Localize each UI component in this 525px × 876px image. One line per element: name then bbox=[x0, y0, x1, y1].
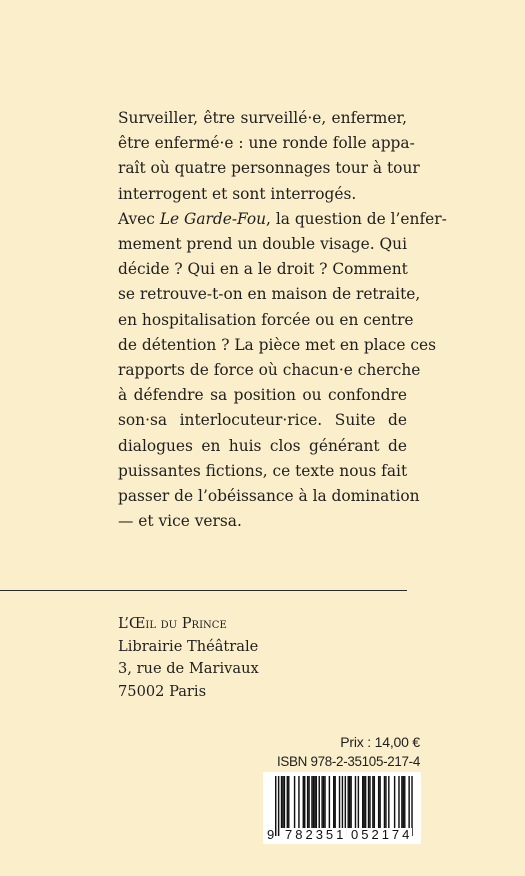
barcode-first-digit: 9 bbox=[267, 827, 275, 842]
publisher-address bbox=[118, 613, 259, 703]
barcode-bar bbox=[316, 776, 317, 828]
barcode-bar bbox=[349, 776, 350, 828]
barcode-bar bbox=[401, 776, 402, 828]
barcode-bar bbox=[374, 776, 375, 828]
blurb-line: passer de l’obéissance à la domination bbox=[118, 487, 420, 506]
barcode-bar bbox=[311, 776, 312, 828]
barcode-bar bbox=[323, 776, 324, 828]
barcode-bar bbox=[334, 776, 335, 828]
barcode-bar bbox=[303, 776, 304, 828]
blurb-line: dialogues en huis clos générant de bbox=[118, 436, 407, 455]
barcode-left-digits: 782351 bbox=[285, 827, 347, 842]
isbn-label: ISBN 978-2-35105-217-4 bbox=[276, 754, 420, 769]
barcode-bar bbox=[403, 776, 404, 828]
barcode-bar bbox=[324, 776, 325, 828]
barcode-bar bbox=[281, 776, 282, 828]
barcode-bar bbox=[287, 776, 288, 828]
back-cover-blurb bbox=[118, 106, 447, 534]
barcode-bar bbox=[294, 776, 295, 828]
barcode-bar bbox=[275, 776, 276, 836]
barcode-bar bbox=[319, 776, 320, 828]
barcode-bar bbox=[372, 776, 373, 828]
blurb-line: à défendre sa position ou confondre bbox=[118, 386, 407, 405]
blurb-line: — et vice versa. bbox=[118, 512, 242, 531]
blurb-line: être enfermé·e : une ronde folle appa- bbox=[118, 134, 415, 153]
play-title: Le Garde-Fou bbox=[159, 209, 267, 228]
blurb-text: Avec bbox=[118, 209, 160, 228]
barcode-bar bbox=[314, 776, 315, 828]
publisher-line: 75002 Paris bbox=[118, 682, 207, 700]
barcode-bar bbox=[384, 776, 385, 828]
blurb-line: rapports de force où chacun·e cherche bbox=[118, 361, 421, 380]
barcode-bar bbox=[284, 776, 285, 828]
divider-rule bbox=[0, 590, 407, 591]
barcode-right-digits: 052174 bbox=[351, 827, 413, 842]
barcode-bar bbox=[363, 776, 364, 828]
barcode-bar bbox=[288, 776, 289, 828]
blurb-line: se retrouve-t-on en maison de retraite, bbox=[118, 285, 421, 304]
barcode-bar bbox=[278, 776, 279, 836]
blurb-line: décide ? Qui en a le droit ? Comment bbox=[118, 260, 408, 279]
barcode-bar bbox=[350, 776, 351, 828]
barcode bbox=[263, 772, 421, 844]
barcode-bar bbox=[348, 776, 349, 828]
blurb-line-title bbox=[118, 207, 447, 232]
blurb-line: puissantes fictions, ce texte nous fait bbox=[118, 461, 408, 480]
barcode-bar bbox=[378, 776, 379, 828]
barcode-bar bbox=[355, 776, 356, 828]
barcode-bar bbox=[365, 776, 366, 828]
blurb-line: de détention ? La pièce met en place ces bbox=[118, 335, 437, 354]
barcode-bar bbox=[385, 776, 386, 828]
barcode-bar bbox=[362, 776, 363, 828]
blurb-line: en hospitalisation forcée ou en centre bbox=[118, 310, 414, 329]
blurb-line: mement prend un double visage. Qui bbox=[118, 235, 407, 254]
barcode-bar bbox=[308, 776, 309, 828]
barcode-bar bbox=[369, 776, 370, 828]
barcode-bar bbox=[282, 776, 283, 828]
barcode-bar bbox=[404, 776, 405, 828]
blurb-line: Surveiller, être surveillé·e, enfermer, bbox=[118, 109, 407, 127]
barcode-bar bbox=[304, 776, 305, 828]
publisher-name: L’Œil du Prince bbox=[118, 615, 227, 632]
blurb-line: raît où quatre personnages tour à tour bbox=[118, 159, 420, 178]
barcode-bar bbox=[339, 776, 340, 828]
barcode-bar bbox=[379, 776, 380, 828]
blurb-line: son·sa interlocuteur·rice. Suite de bbox=[118, 411, 407, 430]
barcode-bar bbox=[329, 776, 330, 828]
publisher-line: Librairie Théâtrale bbox=[118, 637, 259, 655]
blurb-line: interrogent et sont interrogés. bbox=[118, 184, 357, 203]
barcode-bar bbox=[321, 776, 322, 828]
barcode-bar bbox=[394, 776, 395, 828]
barcode-bar bbox=[298, 776, 299, 828]
publisher-line: 3, rue de Marivaux bbox=[118, 660, 259, 678]
barcode-bar bbox=[388, 776, 389, 828]
barcode-bar bbox=[398, 776, 399, 828]
barcode-bar bbox=[358, 776, 359, 828]
barcode-bar bbox=[307, 776, 308, 828]
barcode-bar bbox=[368, 776, 369, 828]
price-label: Prix : 14,00 € bbox=[340, 734, 420, 750]
blurb-text: , la question de l’enfer- bbox=[266, 209, 447, 228]
barcode-bar bbox=[333, 776, 334, 828]
barcode-bar bbox=[313, 776, 314, 828]
